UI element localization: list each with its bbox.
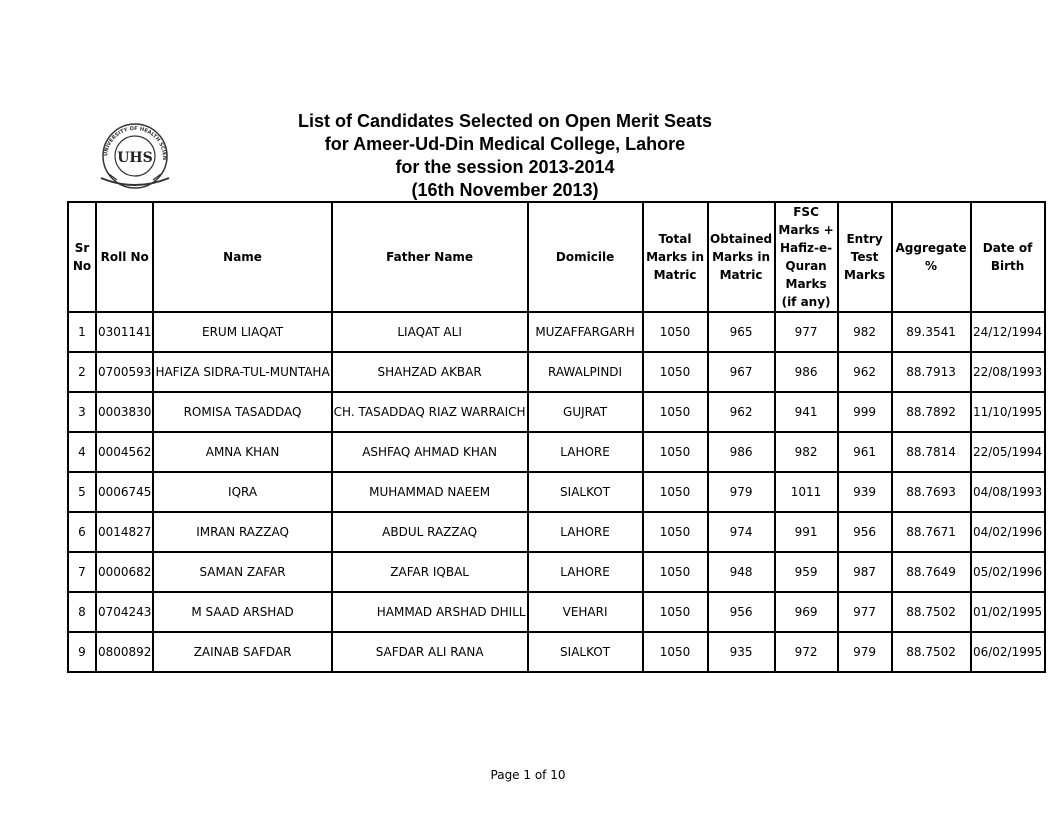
cell-father-name: HAMMAD ARSHAD DHILL: [332, 592, 528, 632]
cell-roll-no: 0700593: [96, 352, 153, 392]
cell-name: IMRAN RAZZAQ: [153, 512, 331, 552]
cell-date-of-birth: 04/02/1996: [971, 512, 1045, 552]
cell-date-of-birth: 24/12/1994: [971, 312, 1045, 352]
cell-roll-no: 0004562: [96, 432, 153, 472]
header-domicile: Domicile: [528, 202, 643, 312]
cell-total-marks-matric: 1050: [643, 472, 708, 512]
table-row: [68, 392, 1045, 432]
cell-date-of-birth: 22/05/1994: [971, 432, 1045, 472]
cell-total-marks-matric: 1050: [643, 352, 708, 392]
table-row: [68, 312, 1045, 352]
header-roll-no: Roll No: [96, 202, 153, 312]
table-row: [68, 512, 1045, 552]
cell-domicile: SIALKOT: [528, 632, 643, 672]
page-number: Page 1 of 10: [490, 768, 566, 782]
cell-entry-test-marks: 982: [838, 312, 892, 352]
cell-entry-test-marks: 977: [838, 592, 892, 632]
cell-sr-no: 5: [68, 472, 96, 512]
cell-entry-test-marks: 939: [838, 472, 892, 512]
cell-obtained-marks-matric: 956: [708, 592, 775, 632]
cell-domicile: LAHORE: [528, 432, 643, 472]
svg-text:UNIVERSITY OF HEALTH SCIENCES: UNIVERSITY OF HEALTH SCIEN: [103, 125, 168, 161]
header-date-of-birth: Date of Birth: [971, 202, 1045, 312]
cell-total-marks-matric: 1050: [643, 312, 708, 352]
header-total-marks-matric: Total Marks in Matric: [643, 202, 708, 312]
cell-domicile: GUJRAT: [528, 392, 643, 432]
cell-fsc-marks: 991: [775, 512, 838, 552]
header-father-name: Father Name: [332, 202, 528, 312]
cell-father-name: ZAFAR IQBAL: [332, 552, 528, 592]
cell-entry-test-marks: 987: [838, 552, 892, 592]
cell-date-of-birth: 22/08/1993: [971, 352, 1045, 392]
cell-obtained-marks-matric: 962: [708, 392, 775, 432]
table-row: [68, 592, 1045, 632]
cell-father-name: SAFDAR ALI RANA: [332, 632, 528, 672]
table-row: [68, 352, 1045, 392]
cell-roll-no: 0014827: [96, 512, 153, 552]
header-name: Name: [153, 202, 331, 312]
cell-date-of-birth: 04/08/1993: [971, 472, 1045, 512]
cell-entry-test-marks: 962: [838, 352, 892, 392]
document-title: [250, 110, 760, 202]
cell-total-marks-matric: 1050: [643, 592, 708, 632]
cell-aggregate: 89.3541: [892, 312, 971, 352]
cell-domicile: LAHORE: [528, 512, 643, 552]
cell-father-name: MUHAMMAD NAEEM: [332, 472, 528, 512]
cell-entry-test-marks: 956: [838, 512, 892, 552]
cell-sr-no: 7: [68, 552, 96, 592]
cell-aggregate: 88.7892: [892, 392, 971, 432]
cell-sr-no: 2: [68, 352, 96, 392]
title-line-1: List of Candidates Selected on Open Merit Seats: [297, 111, 713, 131]
cell-name: HAFIZA SIDRA-TUL-MUNTAHA: [153, 352, 331, 392]
cell-father-name: ABDUL RAZZAQ: [332, 512, 528, 552]
cell-sr-no: 1: [68, 312, 96, 352]
cell-fsc-marks: 969: [775, 592, 838, 632]
cell-roll-no: 0006745: [96, 472, 153, 512]
cell-obtained-marks-matric: 965: [708, 312, 775, 352]
cell-roll-no: 0704243: [96, 592, 153, 632]
cell-sr-no: 4: [68, 432, 96, 472]
header-entry-test-marks: Entry Test Marks: [838, 202, 892, 312]
cell-father-name: LIAQAT ALI: [332, 312, 528, 352]
cell-total-marks-matric: 1050: [643, 632, 708, 672]
cell-roll-no: 0003830: [96, 392, 153, 432]
table-row: [68, 552, 1045, 592]
cell-name: AMNA KHAN: [153, 432, 331, 472]
cell-total-marks-matric: 1050: [643, 512, 708, 552]
title-line-2: for Ameer-Ud-Din Medical College, Lahore: [324, 134, 686, 154]
cell-roll-no: 0000682: [96, 552, 153, 592]
cell-father-name: CH. TASADDAQ RIAZ WARRAICH: [332, 392, 528, 432]
title-line-4: (16th November 2013): [411, 180, 599, 200]
cell-sr-no: 6: [68, 512, 96, 552]
cell-fsc-marks: 959: [775, 552, 838, 592]
cell-roll-no: 0301141: [96, 312, 153, 352]
cell-father-name: SHAHZAD AKBAR: [332, 352, 528, 392]
cell-aggregate: 88.7671: [892, 512, 971, 552]
cell-name: M SAAD ARSHAD: [153, 592, 331, 632]
cell-fsc-marks: 986: [775, 352, 838, 392]
cell-domicile: LAHORE: [528, 552, 643, 592]
cell-date-of-birth: 11/10/1995: [971, 392, 1045, 432]
cell-domicile: SIALKOT: [528, 472, 643, 512]
header-obtained-marks-matric: Obtained Marks in Matric: [708, 202, 775, 312]
cell-father-name: ASHFAQ AHMAD KHAN: [332, 432, 528, 472]
cell-total-marks-matric: 1050: [643, 392, 708, 432]
cell-name: ROMISA TASADDAQ: [153, 392, 331, 432]
cell-aggregate: 88.7814: [892, 432, 971, 472]
cell-aggregate: 88.7693: [892, 472, 971, 512]
cell-fsc-marks: 982: [775, 432, 838, 472]
cell-obtained-marks-matric: 967: [708, 352, 775, 392]
cell-roll-no: 0800892: [96, 632, 153, 672]
cell-fsc-marks: 972: [775, 632, 838, 672]
cell-domicile: RAWALPINDI: [528, 352, 643, 392]
cell-domicile: VEHARI: [528, 592, 643, 632]
cell-total-marks-matric: 1050: [643, 552, 708, 592]
table-row: [68, 472, 1045, 512]
cell-fsc-marks: 941: [775, 392, 838, 432]
cell-name: IQRA: [153, 472, 331, 512]
header-sr-no: Sr No: [68, 202, 96, 312]
cell-obtained-marks-matric: 979: [708, 472, 775, 512]
cell-date-of-birth: 01/02/1995: [971, 592, 1045, 632]
svg-text:UHS: UHS: [117, 150, 153, 166]
cell-aggregate: 88.7502: [892, 632, 971, 672]
cell-name: ZAINAB SAFDAR: [153, 632, 331, 672]
university-seal-icon: [93, 120, 177, 190]
cell-fsc-marks: 1011: [775, 472, 838, 512]
cell-sr-no: 3: [68, 392, 96, 432]
cell-aggregate: 88.7649: [892, 552, 971, 592]
cell-entry-test-marks: 979: [838, 632, 892, 672]
cell-fsc-marks: 977: [775, 312, 838, 352]
table-row: [68, 432, 1045, 472]
cell-obtained-marks-matric: 935: [708, 632, 775, 672]
cell-sr-no: 9: [68, 632, 96, 672]
cell-date-of-birth: 06/02/1995: [971, 632, 1045, 672]
cell-obtained-marks-matric: 986: [708, 432, 775, 472]
cell-date-of-birth: 05/02/1996: [971, 552, 1045, 592]
table-header-row: [68, 202, 1045, 312]
cell-total-marks-matric: 1050: [643, 432, 708, 472]
cell-aggregate: 88.7913: [892, 352, 971, 392]
cell-entry-test-marks: 999: [838, 392, 892, 432]
cell-sr-no: 8: [68, 592, 96, 632]
header-fsc-marks: FSC Marks + Hafiz-e-Quran Marks (if any): [775, 202, 838, 312]
cell-obtained-marks-matric: 948: [708, 552, 775, 592]
cell-domicile: MUZAFFARGARH: [528, 312, 643, 352]
cell-obtained-marks-matric: 974: [708, 512, 775, 552]
merit-list-table: [67, 201, 1046, 673]
header-aggregate: Aggregate %: [892, 202, 971, 312]
cell-aggregate: 88.7502: [892, 592, 971, 632]
cell-entry-test-marks: 961: [838, 432, 892, 472]
table-row: [68, 632, 1045, 672]
cell-name: ERUM LIAQAT: [153, 312, 331, 352]
title-line-3: for the session 2013-2014: [395, 157, 615, 177]
cell-name: SAMAN ZAFAR: [153, 552, 331, 592]
